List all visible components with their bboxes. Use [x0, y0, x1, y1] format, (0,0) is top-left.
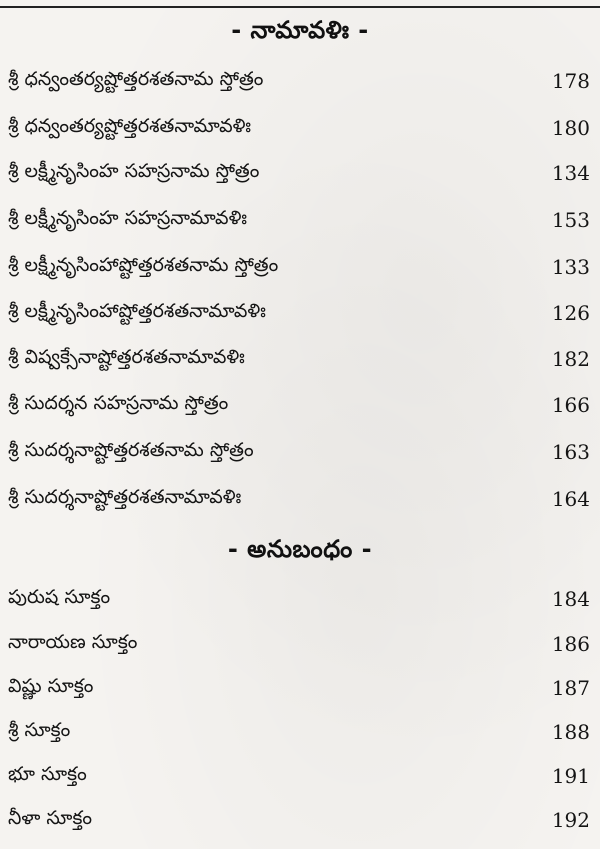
entry-page-number: 166: [551, 393, 590, 417]
entry-page-number: 126: [551, 301, 590, 325]
entry-title: శ్రీ సుదర్శనాష్టోత్తరశతనామావళిః: [8, 485, 242, 508]
toc-entry: [8, 387, 590, 423]
entry-title: శ్రీ ధన్వంతర్యష్టోత్తరశతనామ స్తోత్రం: [8, 67, 264, 90]
entry-title: భూ సూక్తం: [8, 762, 87, 785]
entry-page-number: 191: [551, 764, 590, 788]
entry-page-number: 133: [551, 255, 590, 279]
entry-page-number: 163: [551, 440, 590, 464]
entry-page-number: 192: [551, 808, 590, 832]
toc-entry: [8, 670, 590, 706]
entry-page-number: 153: [551, 208, 590, 232]
entry-title: పురుష సూక్తం: [8, 585, 111, 608]
toc-entry: [8, 155, 590, 191]
entry-title: శ్రీ లక్ష్మీనృసింహ సహస్రనామ స్తోత్రం: [8, 159, 260, 182]
entry-page-number: 186: [551, 632, 590, 656]
entry-title: శ్రీ లక్ష్మీనృసింహాష్టోత్తరశతనామ స్తోత్రం: [8, 253, 279, 276]
entry-title: శ్రీ సుదర్శనాష్టోత్తరశతనామ స్తోత్రం: [8, 438, 254, 461]
entry-page-number: 184: [551, 587, 590, 611]
toc-entry: [8, 202, 590, 238]
entry-title: శ్రీ విష్వక్సేనాష్టోత్తరశతనామావళిః: [8, 345, 245, 368]
toc-entry: [8, 295, 590, 331]
toc-entry: [8, 434, 590, 470]
toc-entry: [8, 581, 590, 617]
entry-title: నీళా సూక్తం: [8, 806, 93, 829]
toc-entry: [8, 714, 590, 750]
entry-title: శ్రీ ధన్వంతర్యష్టోత్తరశతనామావళిః: [8, 114, 252, 137]
entry-page-number: 178: [551, 69, 590, 93]
entry-title: శ్రీ లక్ష్మీనృసింహాష్టోత్తరశతనామావళిః: [8, 299, 266, 322]
toc-entry: [8, 626, 590, 662]
toc-entry: [8, 481, 590, 517]
entry-page-number: 188: [551, 720, 590, 744]
entry-title: నారాయణ సూక్తం: [8, 630, 138, 653]
entry-page-number: 164: [551, 487, 590, 511]
section-heading-anubandham: - అనుబంధం -: [227, 535, 373, 563]
entry-title: శ్రీ లక్ష్మీనృసింహ సహస్రనామావళిః: [8, 206, 248, 229]
entry-page-number: 180: [551, 116, 590, 140]
toc-entry: [8, 110, 590, 146]
toc-entry: [8, 249, 590, 285]
entry-page-number: 182: [551, 347, 590, 371]
toc-entry: [8, 802, 590, 838]
toc-entry: [8, 63, 590, 99]
top-rule: [0, 6, 600, 8]
entry-title: శ్రీ సూక్తం: [8, 718, 71, 741]
toc-entry: [8, 341, 590, 377]
entry-title: శ్రీ సుదర్శన సహస్రనామ స్తోత్రం: [8, 391, 229, 414]
toc-entry: [8, 758, 590, 794]
entry-page-number: 134: [551, 161, 590, 185]
entry-title: విష్ణు సూక్తం: [8, 674, 94, 697]
section-heading-namavali: - నామావళిః -: [231, 16, 369, 44]
entry-page-number: 187: [551, 676, 590, 700]
